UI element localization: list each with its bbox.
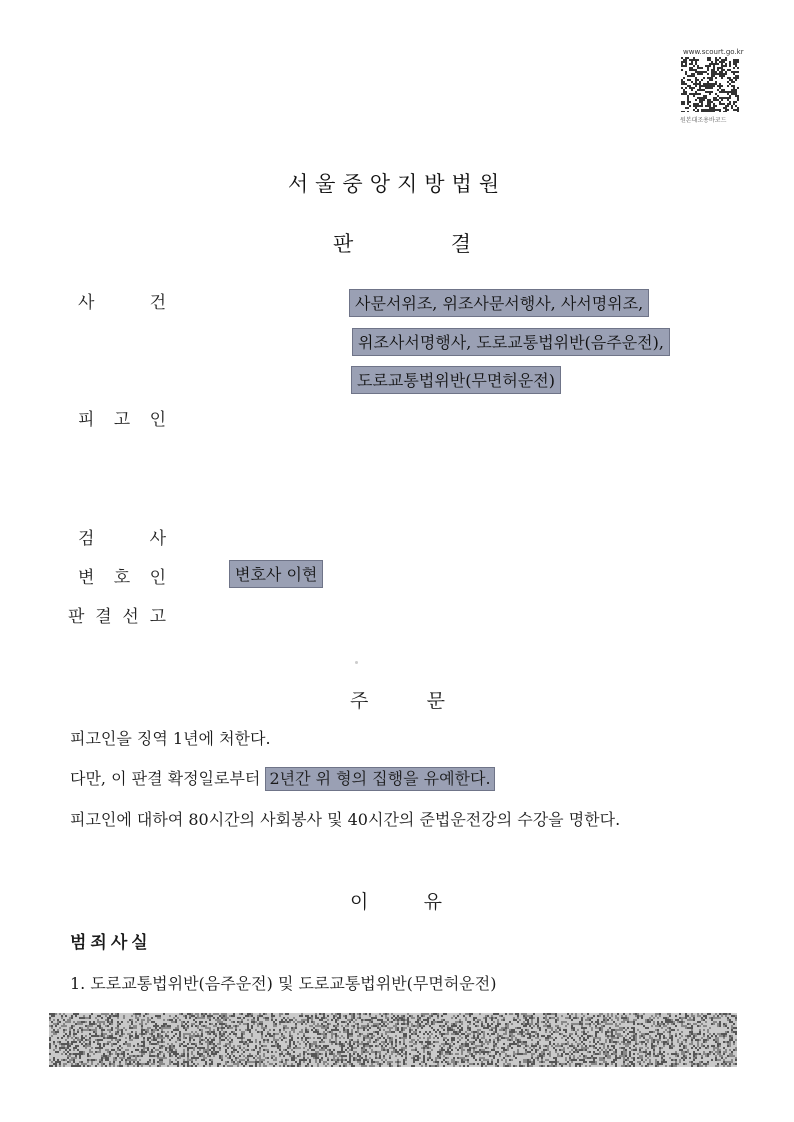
label-char: 고 [113, 410, 131, 430]
heading-char: 유 [423, 891, 442, 913]
crime-facts-heading: 범죄사실 [70, 933, 152, 953]
label-char: 변 [78, 568, 95, 588]
label-char: 검 [78, 529, 95, 549]
order-line-suspension [70, 766, 495, 789]
court-name: 서울중앙지방법원 [287, 172, 507, 196]
scan-speck [355, 661, 358, 664]
label-char: 선 [122, 607, 139, 627]
court-url: www.scourt.go.kr [683, 48, 744, 56]
case-label [78, 288, 166, 313]
title-char: 결 [450, 232, 471, 256]
sentence-date-label [68, 602, 166, 627]
case-name-line: 위조사서명행사, 도로교통법위반(음주운전), [352, 328, 670, 356]
order-line-community-service: 피고인에 대하여 80시간의 사회봉사 및 40시간의 준법운전강의 수강을 명한다. [70, 810, 621, 829]
crime-fact-item: 1. 도로교통법위반(음주운전) 및 도로교통법위반(무면허운전) [70, 974, 497, 993]
label-char: 사 [149, 529, 166, 549]
label-char: 결 [95, 607, 112, 627]
title-char: 판 [333, 232, 354, 256]
prosecutor-label [78, 524, 166, 549]
case-name-line: 도로교통법위반(무면허운전) [351, 366, 561, 394]
lawyer-label [78, 563, 166, 588]
document-title [333, 228, 471, 258]
heading-char: 주 [350, 690, 369, 712]
label-char: 호 [113, 568, 131, 588]
suspension-highlight: 2년간 위 형의 집행을 유예한다. [265, 767, 494, 791]
case-name-line: 사문서위조, 위조사문서행사, 사서명위조, [349, 289, 649, 317]
heading-char: 이 [350, 891, 369, 913]
heading-char: 문 [426, 690, 445, 712]
label-char: 피 [78, 410, 95, 430]
order-line-sentence: 피고인을 징역 1년에 처한다. [70, 729, 271, 748]
redacted-block [49, 1013, 737, 1067]
defendant-label [78, 405, 166, 430]
label-char: 인 [149, 410, 166, 430]
lawyer-name: 변호사 이현 [229, 560, 323, 588]
label-char: 건 [149, 293, 166, 313]
verification-barcode [681, 57, 739, 112]
suspension-prefix: 다만, 이 판결 확정일로부터 [70, 769, 266, 788]
reason-heading [350, 887, 442, 914]
label-char: 인 [149, 568, 166, 588]
barcode-caption: 원본대조용바코드 [680, 117, 727, 124]
label-char: 고 [149, 607, 166, 627]
label-char: 사 [78, 293, 95, 313]
label-char: 판 [68, 607, 85, 627]
order-heading [350, 686, 445, 713]
